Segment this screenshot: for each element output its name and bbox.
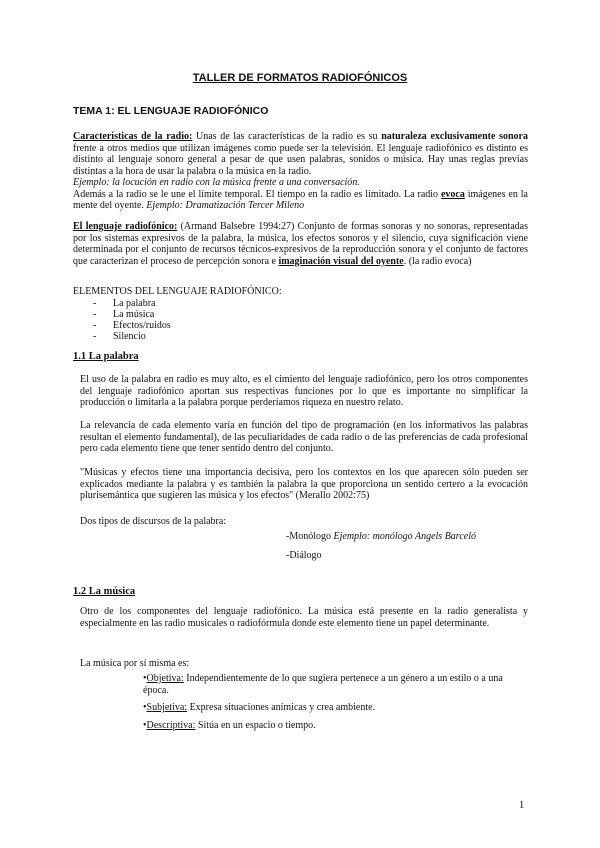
characteristics-paragraph [73,131,528,212]
characteristics-text-3: Además a la radio se le une el límite temporal. El tiempo en la radio es limitado. La radio [73,188,441,200]
musica-paragraph-2: La música por sí misma es: [80,658,190,669]
bullet-label: Objetiva: [146,673,184,684]
bullet-marker: • [143,720,147,731]
elements-item: - La palabra [93,298,528,309]
bullet-marker: • [143,673,147,684]
palabra-paragraph-4: Dos tipos de discursos de la palabra: [80,516,227,527]
musica-bullet-subjetiva [143,702,528,714]
topic-heading: TEMA 1: EL LENGUAJE RADIOFÓNICO [73,105,269,117]
document-title: TALLER DE FORMATOS RADIOFÓNICOS [192,72,408,84]
palabra-paragraph-1: El uso de la palabra en radio es muy alto, es el cimiento del lenguaje radiofónico, pero los otros componentes del lenguaje radiofónico aportan sus respectivas funciones por lo que es importante no simplificar la producción o limitarla a la palabra porque perderíamos riqueza en nuestro relato. [80,374,528,408]
section-musica-heading: 1.2 La música [73,586,136,597]
elements-item: - Silencio [93,331,528,342]
monologo-example: Ejemplo: monólogo Angels Barceló [333,531,476,542]
dialogo-line: -Diálogo [286,550,322,561]
characteristics-bold-2: evoca [440,188,465,200]
bullet-text: Independientemente de lo que sugiera pertenece a un género a un estilo o a una época. [143,673,503,696]
characteristics-text-2: frente a otros medios que utilizan imágenes como puede ser la televisión. El lenguaje radiofónico es distinto es distinto al lenguaje sonoro general a pesar de que usen palabras, sonidos o música. Hay unas reglas previas distintas a la hora de usar la palabra o la música en la radio. [73,142,528,177]
language-paragraph [73,221,528,267]
elements-block [73,286,528,342]
language-heading: El lenguaje radiofónico: [73,221,178,232]
characteristics-heading: Características de la radio: [73,131,193,142]
characteristics-text-4: imágenes en la mente del oyente. [73,188,528,211]
section-palabra-heading: 1.1 La palabra [73,351,139,362]
bullet-text: Sitúa en un espacio o tiempo. [195,720,316,731]
monologo-line [286,531,476,543]
bullet-label: Descriptiva: [146,720,196,731]
bullet-marker: • [143,702,147,713]
monologo-label: -Monólogo [286,531,334,542]
elements-item: - Efectos/ruidos [93,320,528,331]
musica-bullet-descriptiva [143,720,528,732]
page-number: 1 [519,800,525,811]
language-text-1: (Armand Balsebre 1994:27) Conjunto de formas sonoras y no sonoras, representadas por los sistemas expresivos de la palabra, la música, los efectos sonoros y el silencio, cuya significación viene determinada por el conjunto de recursos técnicos-expresivos de la reproducción sonora y el conjunto de factores que caracterizan el proceso de percepción sonora e [73,221,528,267]
musica-paragraph-1: Otro de los componentes del lenguaje radiofónico. La música está presente en la radio generalista y especialmente en las radio musicales o radiofórmula donde este elemento tiene un papel determinante. [80,606,528,629]
characteristics-example-2: Ejemplo: Dramatización Tercer Mileno [146,200,305,211]
elements-list [93,298,528,342]
bullet-label: Subjetiva: [146,702,188,713]
bullet-text: Expresa situaciones anímicas y crea ambiente. [187,702,376,713]
elements-item: - La música [93,309,528,320]
characteristics-bold-1: naturaleza exclusivamente sonora [381,131,528,142]
elements-heading: ELEMENTOS DEL LENGUAJE RADIOFÓNICO: [73,286,282,297]
language-text-2: . (la radio evoca) [403,255,472,267]
musica-bullet-objetiva [143,673,528,696]
language-underlined: imaginación visual del oyente [278,255,404,267]
characteristics-example-1: Ejemplo: la locución en radio con la música frente a una conversación. [73,177,360,188]
characteristics-text-1: Unas de las características de la radio es su [192,131,382,142]
palabra-paragraph-3: "Músicas y efectos tiene una importancia decisiva, pero los contextos en los que aparecen sólo pueden ser explicados mediante la palabra y es también la palabra la que proporciona un sentido certero a la evocación plurisemántica que sugieren las música y los efectos" (Merallo 2002:75) [80,467,528,501]
palabra-paragraph-2: La relevancia de cada elemento varía en función del tipo de programación (en los informativos las palabras resultan el elemento fundamental), de las peculiaridades de cada radio o de las preferencias de cada profesional pero cada elemento tiene que tener sentido dentro del conjunto. [80,420,528,454]
